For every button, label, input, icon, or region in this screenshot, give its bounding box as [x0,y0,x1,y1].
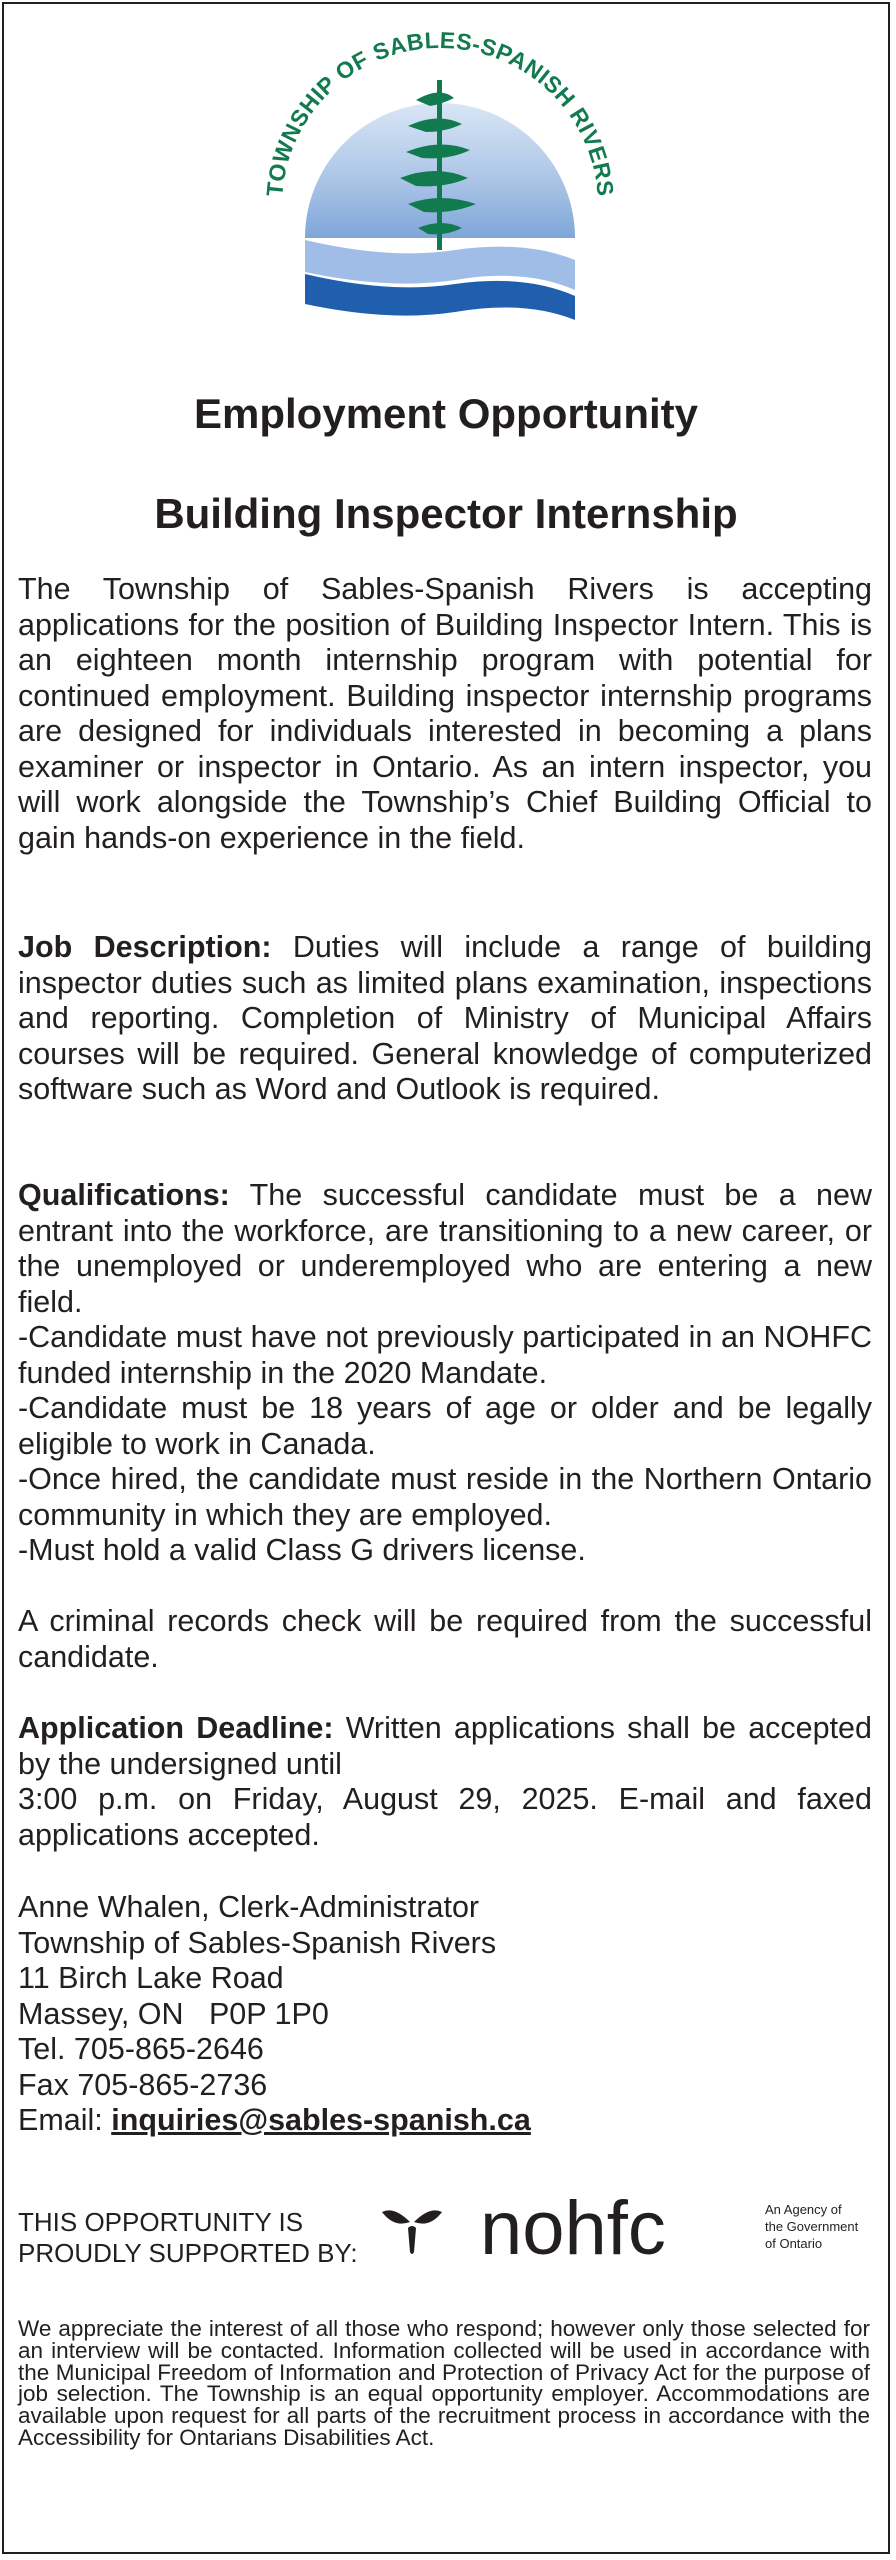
deadline-text: Written applications shall be accepted by the undersigned until [18,1711,872,1781]
qualification-item: -Must hold a valid Class G drivers license. [18,1533,586,1567]
deadline-section [18,1711,872,1853]
qualification-item: -Candidate must have not previously participated in an NOHFC funded internship in the 2020 Mandate. [18,1320,872,1390]
contact-city: Massey, ON P0P 1P0 [18,1996,329,2031]
qualifications-section [18,1178,872,1569]
deadline-date-text: 3:00 p.m. on Friday, August 29, 2025. E-mail and faxed applications accepted. [18,1782,872,1852]
qualifications-text: The successful candidate must be a new entrant into the workforce, are transitioning to a new career, or the unemployed or underemployed who are entering a new field. [18,1178,872,1319]
heading-position-title: Building Inspector Internship [154,490,738,537]
agency-line-3: of Ontario [765,2236,823,2251]
job-description-text: Duties will include a range of building inspector duties such as limited plans examination, inspections and reporting. Completion of Ministry of Municipal Affairs courses will be required. General knowledge of computerized software such as Word and Outlook is required. [18,930,872,1106]
agency-line-1: An Agency of [765,2202,842,2217]
contact-email-label: Email: [18,2103,112,2137]
contact-email-link[interactable]: inquiries@sables-spanish.ca [111,2103,531,2137]
agency-line-2: the Government [765,2219,859,2234]
disclaimer-paragraph: We appreciate the interest of all those who respond; however only those selected for an interview will be contacted. Information collected will be used in accordance with the Municipal Freedom of Information and Protection of Privacy Act for the purpose of job selection. The Township is an equal opportunity employer. Accommodations are available upon request for all parts of the recruitment process in accordance with the Accessibility for Ontarians Disabilities Act. [18,2316,870,2450]
contact-fax: Fax 705-865-2736 [18,2067,268,2102]
nohfc-logo [372,2192,882,2272]
job-description-paragraph [18,930,872,1108]
qualifications-label: Qualifications: [18,1178,230,1212]
criminal-check-paragraph: A criminal records check will be required from the successful candidate. [18,1604,872,1674]
support-line-1: THIS OPPORTUNITY IS [18,2207,304,2237]
support-line-2: PROUDLY SUPPORTED BY: [18,2238,358,2268]
contact-name: Anne Whalen, Clerk-Administrator [18,1890,480,1924]
township-logo [240,28,640,348]
support-label [18,2207,398,2269]
trillium-icon [382,2210,442,2254]
qualification-item: -Candidate must be 18 years of age or older and be legally eligible to work in Canada. [18,1391,872,1461]
township-logo-graphic [240,28,640,348]
job-description-label: Job Description: [18,930,272,964]
contact-tel: Tel. 705-865-2646 [18,2032,264,2066]
heading-employment-opportunity: Employment Opportunity [194,390,698,437]
deadline-label: Application Deadline: [18,1711,334,1745]
intro-paragraph: The Township of Sables-Spanish Rivers is accepting applications for the position of Building Inspector Intern. This is an eighteen month internship program with potential for continued employment. Building inspector internship programs are designed for individuals interested in becoming a plans examiner or inspector in Ontario. As an intern inspector, you will work alongside the Township’s Chief Building Official to gain hands-on experience in the field. [18,572,872,855]
nohfc-wordmark: nohfc [480,2192,666,2271]
qualifications-paragraph [18,1178,872,1320]
contact-block [18,1890,872,2139]
qualification-item: -Once hired, the candidate must reside in the Northern Ontario community in which they are employed. [18,1462,872,1532]
contact-organization: Township of Sables-Spanish Rivers [18,1925,497,1960]
contact-street: 11 Birch Lake Road [18,1961,284,1995]
deadline-paragraph [18,1711,872,1782]
nohfc-logo-graphic [372,2192,882,2272]
contact-email-row [18,2103,872,2139]
logo-arc-text: TOWNSHIP OF SABLES-SPANISH RIVERS [261,28,619,198]
